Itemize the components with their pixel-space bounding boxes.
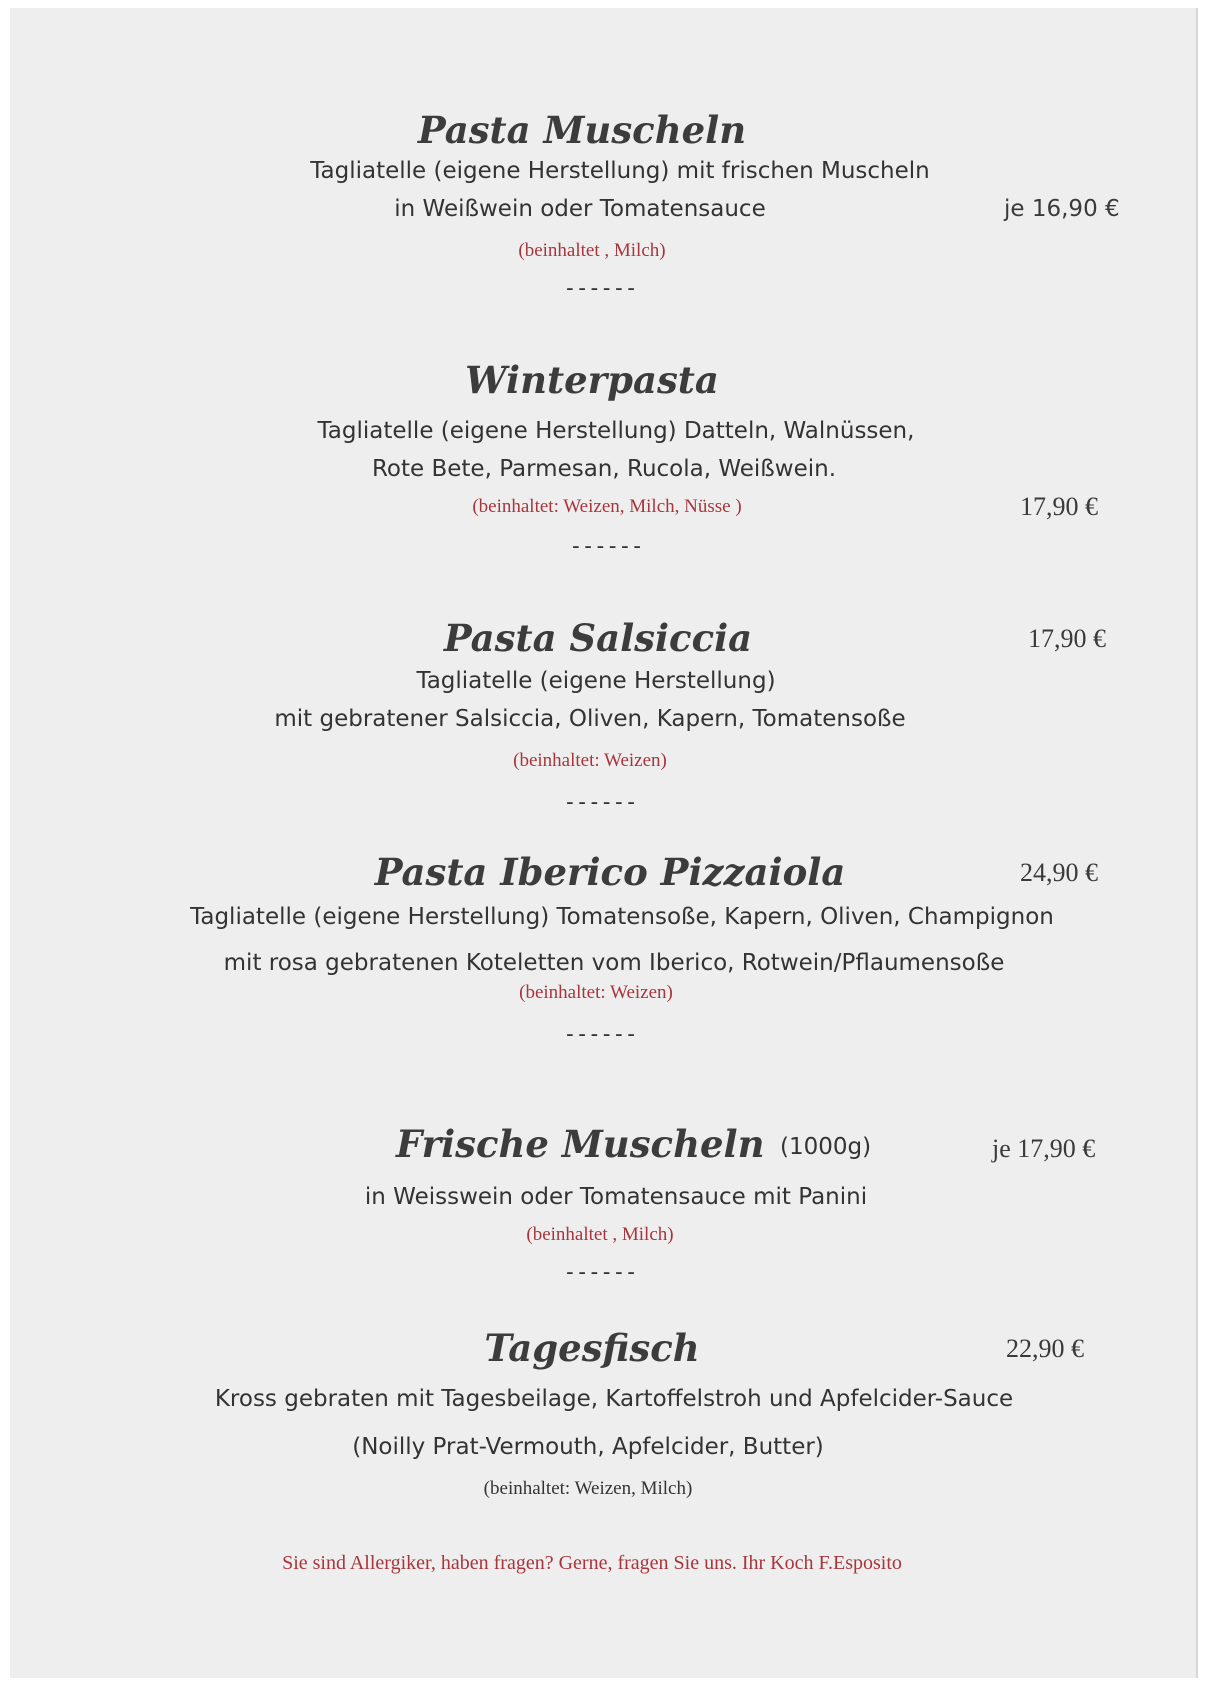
dish-price: 17,90 €	[1028, 624, 1106, 653]
separator: ------	[563, 1022, 637, 1047]
dish-description: (Noilly Prat-Vermouth, Apfelcider, Butter)	[352, 1434, 824, 1460]
dish-description: in Weißwein oder Tomatensauce	[394, 196, 766, 222]
dish-description: Tagliatelle (eigene Herstellung) Tomatensoße, Kapern, Oliven, Champignon	[190, 904, 1054, 930]
dish-title: Pasta Muscheln	[417, 108, 747, 152]
allergen-note: (beinhaltet: Weizen, Milch)	[483, 1478, 693, 1499]
allergen-note: (beinhaltet: Weizen, Milch, Nüsse )	[472, 496, 742, 517]
dish-title: Frische Muscheln	[396, 1122, 765, 1166]
dish-price: je 17,90 €	[992, 1134, 1096, 1163]
dish-description: in Weisswein oder Tomatensauce mit Panini	[364, 1184, 868, 1210]
footer-note: Sie sind Allergiker, haben fragen? Gerne, fragen Sie uns. Ihr Koch F.Esposito	[282, 1552, 902, 1574]
dish-description: Tagliatelle (eigene Herstellung)	[416, 668, 776, 694]
dish-description: mit rosa gebratenen Koteletten vom Iberico, Rotwein/Pflaumensoße	[223, 950, 1005, 976]
dish-price: 22,90 €	[1006, 1334, 1084, 1363]
dish-title: Winterpasta	[465, 358, 719, 402]
dish-description: Rote Bete, Parmesan, Rucola, Weißwein.	[371, 456, 837, 482]
allergen-note: (beinhaltet: Weizen)	[519, 982, 673, 1003]
menu-page	[10, 8, 1198, 1678]
dish-price: 24,90 €	[1020, 858, 1098, 887]
dish-description: Tagliatelle (eigene Herstellung) Datteln, Walnüssen,	[317, 418, 915, 444]
dish-description: Tagliatelle (eigene Herstellung) mit frischen Muscheln	[310, 158, 930, 184]
separator: ------	[563, 276, 637, 301]
separator: ------	[563, 790, 637, 815]
allergen-note: (beinhaltet: Weizen)	[513, 750, 667, 771]
dish-title: Pasta Iberico Pizzaiola	[374, 850, 846, 894]
allergen-note: (beinhaltet , Milch)	[526, 1224, 674, 1245]
dish-price: 17,90 €	[1020, 492, 1098, 521]
dish-title: Tagesfisch	[484, 1326, 700, 1370]
allergen-note: (beinhaltet , Milch)	[518, 240, 666, 261]
dish-title: Pasta Salsiccia	[443, 616, 753, 660]
separator: ------	[569, 534, 643, 559]
dish-description: mit gebratener Salsiccia, Oliven, Kapern, Tomatensoße	[274, 706, 906, 732]
dish-price: je 16,90 €	[1004, 196, 1120, 222]
dish-description: Kross gebraten mit Tagesbeilage, Kartoffelstroh und Apfelcider-Sauce	[214, 1386, 1014, 1412]
separator: ------	[563, 1260, 637, 1285]
dish-weight: (1000g)	[780, 1134, 872, 1160]
